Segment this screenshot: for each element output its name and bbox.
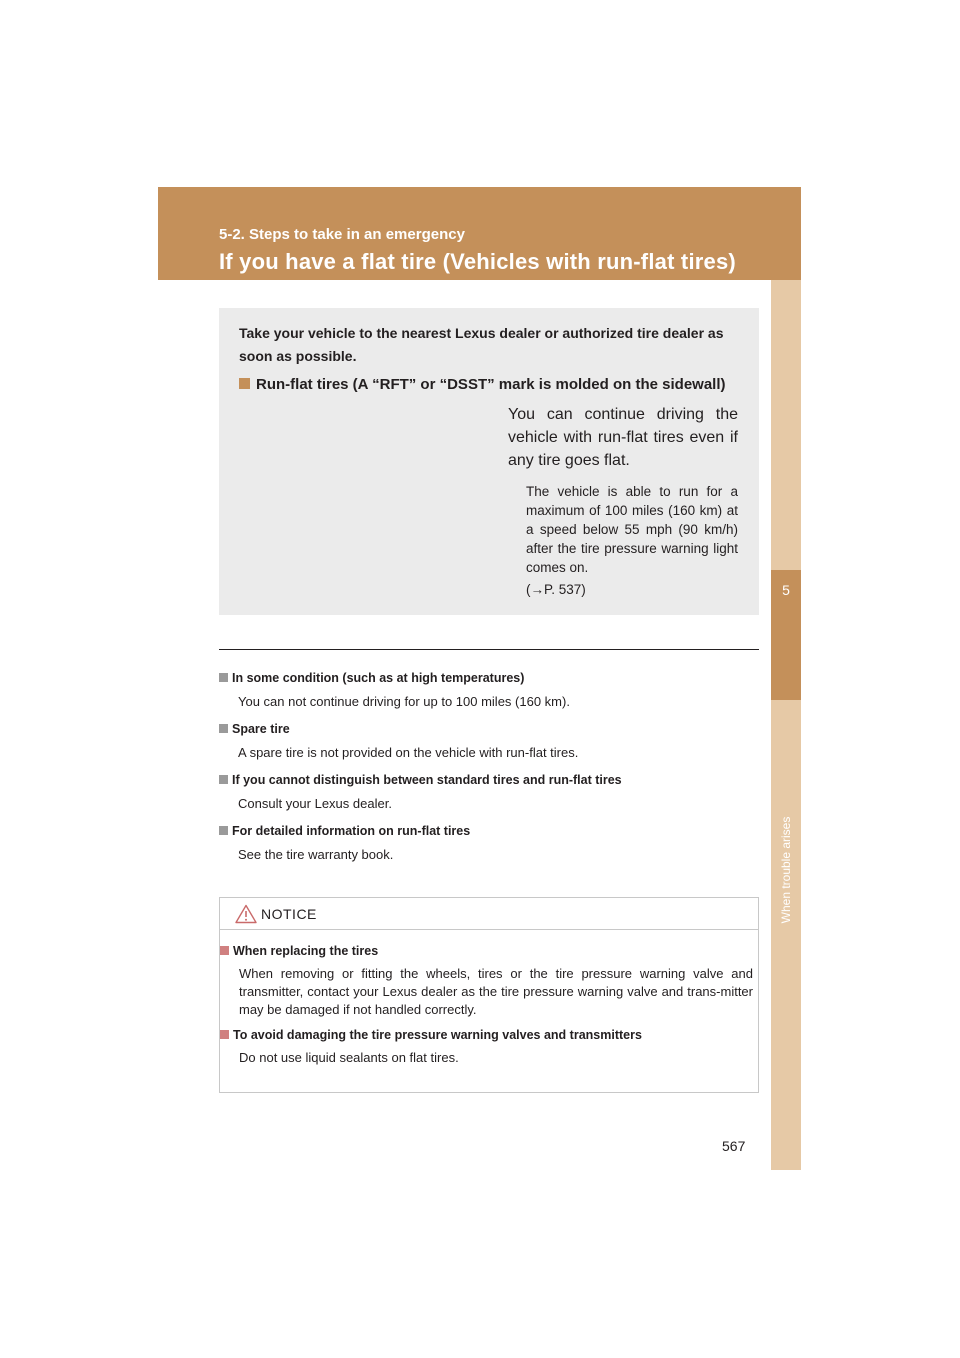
notice-item bbox=[220, 943, 758, 1019]
note-heading bbox=[219, 823, 759, 839]
notes-list bbox=[219, 670, 759, 874]
chapter-number: 5 bbox=[782, 582, 790, 598]
square-bullet-icon bbox=[220, 946, 229, 955]
info-box bbox=[219, 308, 759, 615]
note-heading bbox=[219, 721, 759, 737]
warning-triangle-icon bbox=[235, 904, 257, 924]
square-bullet-icon bbox=[239, 378, 250, 389]
side-strip bbox=[771, 280, 801, 1170]
notice-item-heading bbox=[220, 1027, 758, 1043]
page-reference-link[interactable]: (→P. 537) bbox=[526, 582, 586, 597]
note-body: A spare tire is not provided on the vehicle with run-flat tires. bbox=[238, 745, 579, 760]
page-number: 567 bbox=[722, 1138, 746, 1154]
notice-item-heading bbox=[220, 943, 758, 959]
info-heading bbox=[239, 376, 726, 393]
notice-item-body: When removing or fitting the wheels, tires or the tire pressure warning valve and transmitter, contact your Lexus dealer as the tire pressure warning valve and trans-mitter may be damaged if not handled correctly. bbox=[239, 966, 753, 1017]
note-item bbox=[219, 721, 759, 761]
square-bullet-icon bbox=[220, 1030, 229, 1039]
notice-item-heading-text: To avoid damaging the tire pressure warning valves and transmitters bbox=[233, 1028, 642, 1042]
square-bullet-icon bbox=[219, 673, 228, 682]
notice-items bbox=[220, 943, 758, 1075]
square-bullet-icon bbox=[219, 826, 228, 835]
chapter-label: When trouble arises bbox=[779, 816, 793, 924]
note-heading-text: For detailed information on run-flat tires bbox=[232, 824, 471, 838]
page-title: If you have a flat tire (Vehicles with run-flat tires) bbox=[219, 249, 736, 274]
info-sub-text: The vehicle is able to run for a maximum of 100 miles (160 km) at a speed below 55 mph (90 km/h) after the tire pressure warning light comes on. bbox=[526, 484, 738, 575]
notice-header bbox=[220, 898, 758, 930]
info-heading-text: Run-flat tires (A “RFT” or “DSST” mark is molded on the sidewall) bbox=[256, 376, 726, 393]
notice-box bbox=[219, 897, 759, 1093]
square-bullet-icon bbox=[219, 775, 228, 784]
note-body: Consult your Lexus dealer. bbox=[238, 796, 392, 811]
note-body: See the tire warranty book. bbox=[238, 847, 394, 862]
note-heading bbox=[219, 772, 759, 788]
section-label: 5-2. Steps to take in an emergency bbox=[219, 226, 465, 243]
note-body: You can not continue driving for up to 100 miles (160 km). bbox=[238, 694, 570, 709]
note-heading bbox=[219, 670, 759, 686]
note-heading-text: Spare tire bbox=[232, 722, 290, 736]
note-heading-text: If you cannot distinguish between standard tires and run-flat tires bbox=[232, 773, 622, 787]
square-bullet-icon bbox=[219, 724, 228, 733]
note-item bbox=[219, 823, 759, 863]
info-intro: Take your vehicle to the nearest Lexus dealer or authorized tire dealer as soon as possible. bbox=[239, 325, 724, 364]
notice-item-heading-text: When replacing the tires bbox=[233, 944, 379, 958]
notice-item bbox=[220, 1027, 758, 1067]
note-heading-text: In some condition (such as at high temperatures) bbox=[232, 671, 525, 685]
notice-item-body: Do not use liquid sealants on flat tires. bbox=[239, 1050, 459, 1065]
note-item bbox=[219, 772, 759, 812]
notice-title: NOTICE bbox=[261, 906, 317, 922]
divider bbox=[219, 649, 759, 650]
note-item bbox=[219, 670, 759, 710]
info-main-text: You can continue driving the vehicle with run-flat tires even if any tire goes flat. bbox=[508, 406, 738, 469]
